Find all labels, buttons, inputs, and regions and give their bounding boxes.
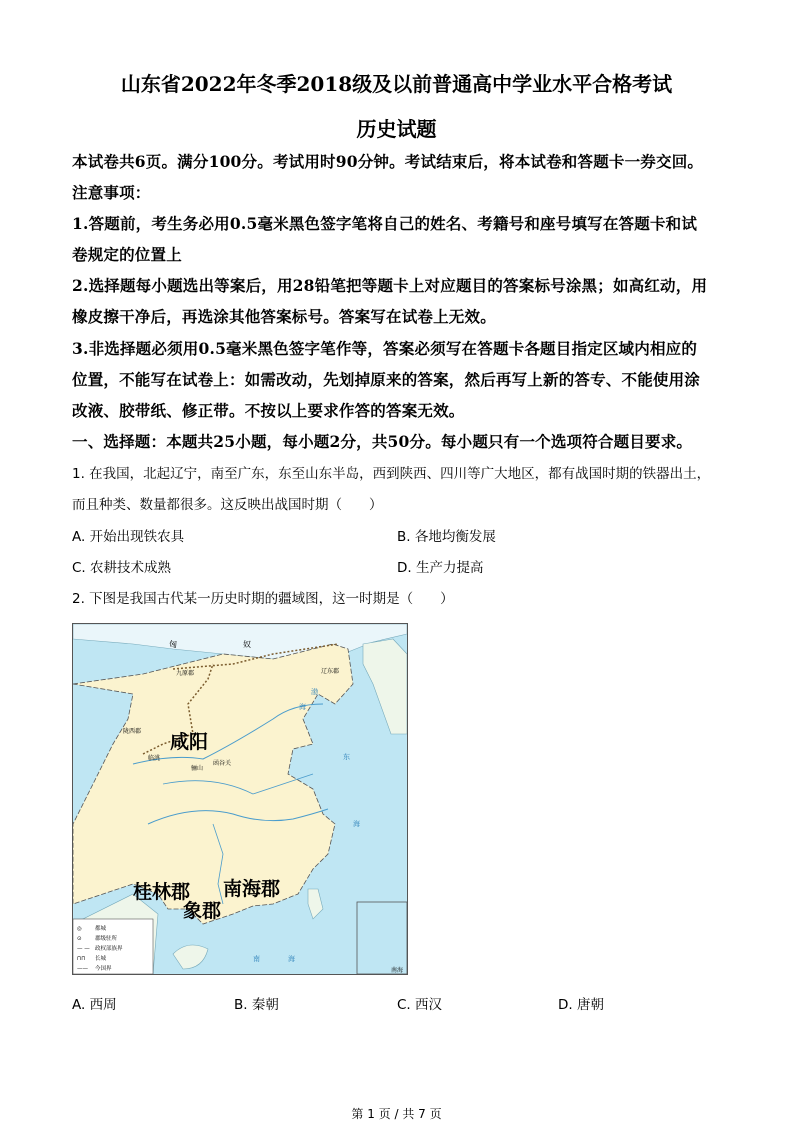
map-label-bohai: 海 (299, 703, 306, 711)
q1-stem-line-2: 而且种类、数量都很多。这反映出战国时期（ ） (72, 497, 383, 513)
legend-modern-border: 今国界 (95, 966, 112, 972)
q2-option-d: D. 唐朝 (558, 997, 604, 1013)
qin-territory-map (72, 623, 408, 975)
q2-option-b: B. 秦朝 (234, 997, 279, 1013)
exam-title: 山东省2022年冬季2018级及以前普通高中学业水平合格考试 (120, 72, 673, 96)
legend-border: 政权部族界 (95, 946, 123, 952)
page-footer: 第 1 页 / 共 7 页 (351, 1107, 442, 1121)
map-label-nan: 南 (253, 955, 260, 963)
notice-3-line-3: 改液、胶带纸、修正带。不按以上要求作答的答案无效。 (72, 401, 465, 420)
q1-option-d: D. 生产力提高 (397, 560, 484, 576)
section-heading: 一、选择题：本题共25小题，每小题2分，共50分。每小题只有一个选项符合题目要求。 (72, 432, 693, 451)
map-label-hai: 海 (353, 820, 360, 828)
map-label-jiuyuan: 九原郡 (176, 670, 195, 677)
exam-subtitle: 历史试题 (356, 117, 437, 141)
map-label-xianyang: 咸阳 (170, 731, 209, 753)
notice-1-line-2: 卷规定的位置上 (72, 245, 182, 264)
q1-option-b: B. 各地均衡发展 (397, 529, 496, 545)
map-label-xiongnu-2: 奴 (243, 640, 251, 649)
legend-prefecture: 郡级驻所 (95, 936, 118, 942)
map-label-xiang: 象郡 (183, 900, 222, 922)
map-label-longxi: 陇西郡 (123, 728, 142, 735)
notice-2-line-1: 2.选择题每小题选出等案后，用28铅笔把等题卡上对应题目的答案标号涂黑；如高红动，用 (72, 276, 708, 295)
q1-option-c: C. 农耕技术成熟 (72, 560, 172, 576)
notice-1-line-1: 1.答题前，考生务必用0.5毫米黑色签字笔将自己的姓名、考籍号和座号填写在答题卡和试 (72, 214, 698, 233)
intro: 本试卷共6页。满分100分。考试用时90分钟。考试结束后，将本试卷和答题卡一券交回。 (72, 152, 704, 171)
q1-option-a: A. 开始出现铁农具 (72, 529, 185, 545)
q2-stem: 2. 下图是我国古代某一历史时期的疆域图，这一时期是（ ） (72, 591, 454, 607)
q2-option-c: C. 西汉 (397, 997, 443, 1013)
notice-3-line-2: 位置，不能写在试卷上：如需改动，先划掉原来的答案，然后再写上新的答专、不能使用涂 (72, 370, 701, 389)
map-label-xiongnu-1: 匈 (169, 640, 177, 649)
notice-2-line-2: 橡皮擦干净后，再选涂其他答案标号。答案写在试卷上无效。 (72, 307, 496, 326)
map-label-bo: 渤 (311, 688, 318, 696)
map-label-liaodong: 辽东郡 (321, 668, 340, 675)
q1-stem-line-1: 1. 在我国，北起辽宁，南至广东，东至山东半岛，西到陕西、四川等广大地区，都有战国时期的铁器出土， (72, 466, 711, 482)
notice-3-line-1: 3.非选择题必须用0.5毫米黑色签字笔作等，答案必须写在答题卡各题目指定区域内相应的 (72, 339, 698, 358)
map-label-lintao: 临洮 (148, 755, 161, 762)
map-label-hanguguan: 函谷关 (213, 760, 232, 767)
map-label-nanhai-jun: 南海郡 (223, 878, 281, 900)
map-label-guilin: 桂林郡 (133, 881, 191, 903)
map-label-dong: 东 (343, 753, 350, 761)
legend-great-wall: 长城 (95, 956, 107, 962)
map-inset-label: 南海 (391, 967, 404, 974)
map-label-lishan: 骊山 (191, 765, 204, 772)
map-legend: ◎ 都城 ⊙ 郡级驻所 — — 政权部族界 ⊓⊓ 长城 —— 今国界 (77, 926, 123, 972)
legend-capital: 都城 (95, 926, 107, 932)
q2-option-a: A. 西周 (72, 997, 117, 1013)
map-label-nanhai-sea: 海 (288, 955, 295, 963)
notice-heading: 注意事项： (72, 183, 151, 202)
